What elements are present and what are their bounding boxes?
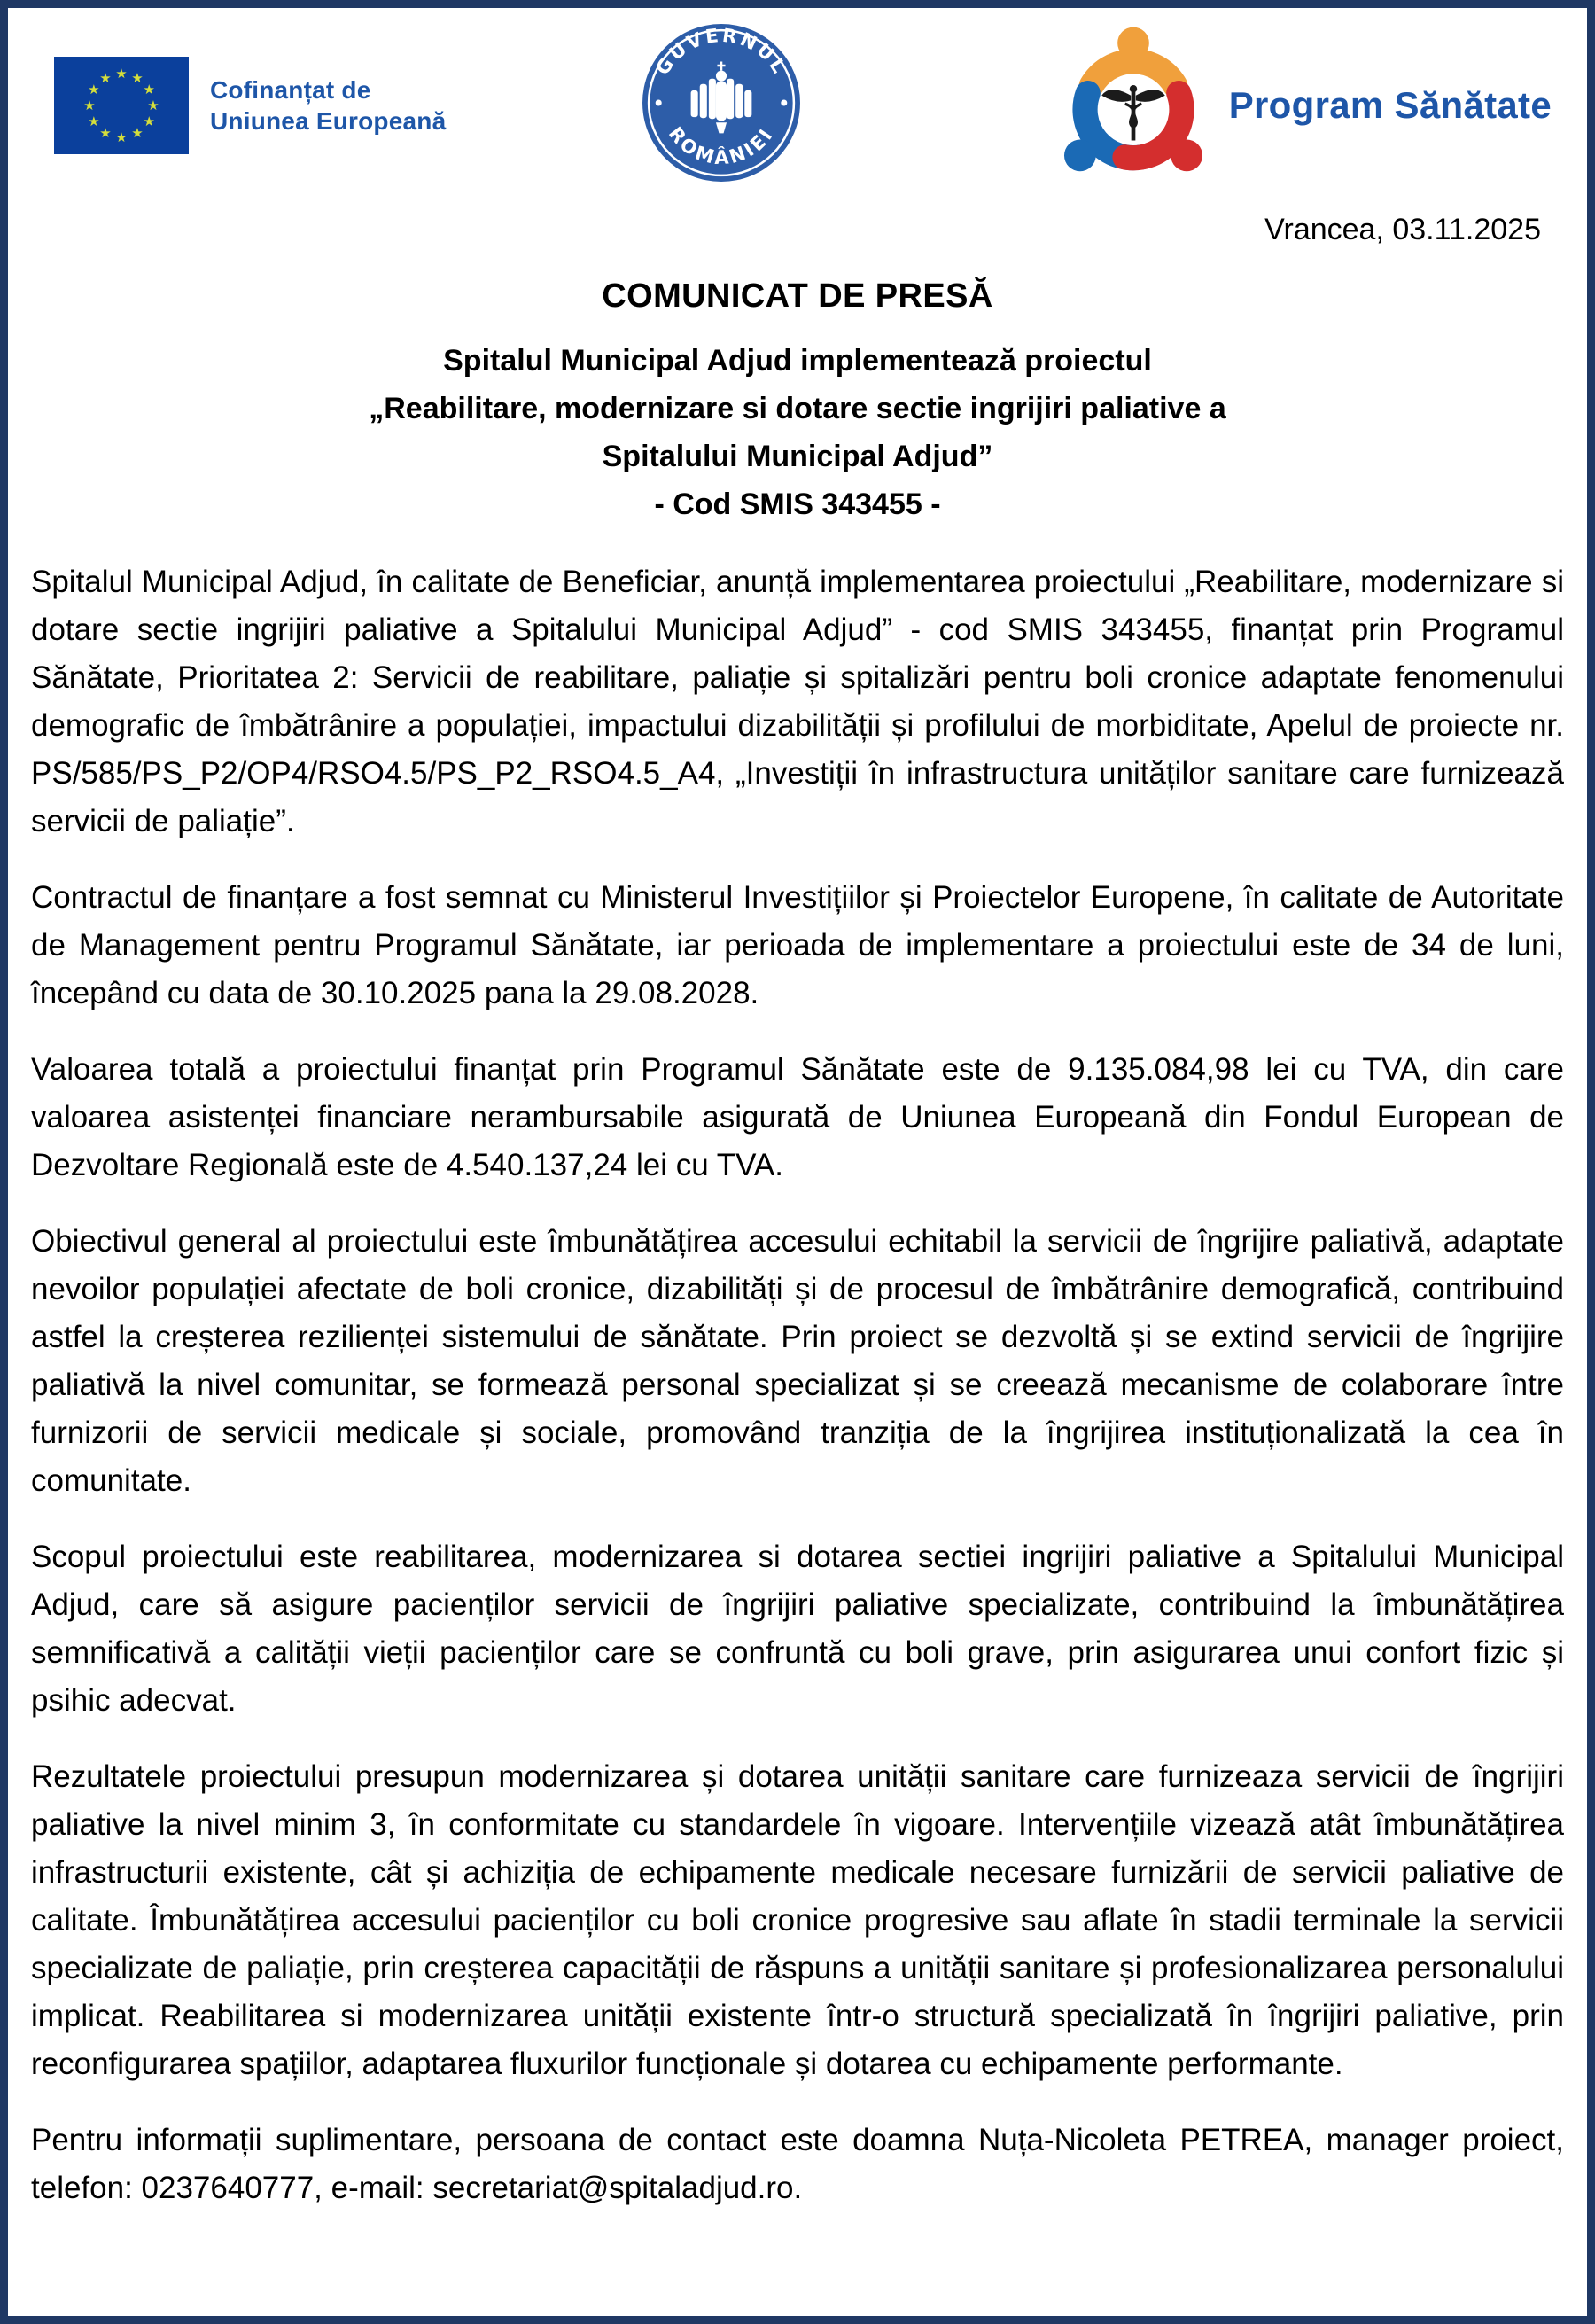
eu-logo-caption-line2: Uniunea Europeană	[210, 106, 447, 135]
seal-text-bottom: ROMÂNIEI	[664, 122, 779, 170]
eu-logo-caption-line1: Cofinanțat de	[210, 75, 371, 104]
caduceus-icon	[1101, 84, 1164, 140]
program-sanatate-label: Program Sănătate	[1228, 83, 1552, 126]
eu-cofunded-logo	[54, 57, 446, 154]
paragraph-project-results: Rezultatele proiectului presupun modernizarea și dotarea unității sanitare care furnizeaza servicii de îngrijiri paliative la nivel minim 3, în conformitate cu standardele în vigoare. Intervențiile vizează atât îmbunătățirea infrastructurii existente, cât și achiziția de echipamente medicale necesare furnizării de servicii paliative de calitate. Îmbunătățirea accesului pacienților cu boli cronice progresive sau aflate în stadii terminale la servicii specializate de paliație, prin creșterea capacității de răspuns a unității sanitare și profesionalizarea personalului implicat. Reabilitarea si modernizarea unității existente într-o structură specializată în îngrijiri paliative, prin reconfigurarea spațiilor, adaptarea fluxurilor funcționale și dotarea cu echipamente performante.	[31, 1759, 1564, 2081]
paragraph-project-announcement: Spitalul Municipal Adjud, în calitate de Beneficiar, anunță implementarea proiectului „Reabilitare, modernizare si dotare sectie ingrijiri paliative a Spitalului Municipal Adjud” - cod SMIS 343455, finanțat prin Programul Sănătate, Prioritatea 2: Servicii de reabilitare, paliație și spitalizări pentru boli cronice adaptate fenomenului demografic de îmbătrânire a populației, impactului dizabilității și profilului de morbiditate, Apelul de proiecte nr. PS/585/PS_P2/OP4/RSO4.5/PS_P2_RSO4.5_A4, „Investiții în infrastructura unităților sanitare care furnizează servicii de paliație”.	[31, 565, 1564, 838]
program-sanatate-icon	[1050, 22, 1217, 189]
seal-text-top: GUVERNUL	[651, 24, 791, 80]
subtitle-block	[8, 337, 1587, 528]
subtitle-line-1: Spitalul Municipal Adjud implementează proiectul	[443, 344, 1152, 378]
svg-text:★: ★	[131, 69, 144, 86]
paragraph-general-objective: Obiectivul general al proiectului este îmbunătățirea accesului echitabil la servicii de îngrijire paliativă, adaptate nevoilor populației afectate de boli cronice, dizabilități și de procesul de îmbătrânire demografică, contribuind astfel la creșterea rezilienței sistemului de sănătate. Prin proiect se dezvoltă și se extind servicii de îngrijire paliativă la nivel comunitar, se formează personal specializat și se creează mecanisme de colaborare între furnizorii de servicii medicale și sociale, promovând tranziția de la îngrijirea instituționalizată la cea în comunitate.	[31, 1224, 1564, 1498]
paragraph-contract-signing: Contractul de finanțare a fost semnat cu Ministerul Investițiilor și Proiectelor Europene, în calitate de Autoritate de Management pentru Programul Sănătate, iar perioada de implementare a proiectului este de 34 de luni, începând cu data de 30.10.2025 pana la 29.08.2028.	[31, 880, 1564, 1010]
paragraph-project-scope: Scopul proiectului este reabilitarea, modernizarea si dotarea sectiei ingrijiri paliative a Spitalului Municipal Adjud, care să asigure pacienților servicii de îngrijiri paliative specializate, contribuind la îmbunătățirea semnificativă a calității vieții pacienților care se confruntă cu boli grave, prin asigurarea unui confort fizic și psihic adecvat.	[31, 1540, 1564, 1718]
svg-text:★: ★	[99, 124, 112, 141]
program-sanatate-logo	[1050, 22, 1552, 189]
svg-text:★: ★	[88, 81, 100, 97]
svg-text:★: ★	[131, 124, 144, 141]
svg-text:★: ★	[143, 113, 155, 129]
subtitle-line-4: - Cod SMIS 343455 -	[654, 487, 941, 521]
subtitle-line-3: Spitalului Municipal Adjud”	[602, 440, 993, 473]
document-body	[8, 558, 1587, 2212]
paragraph-project-value: Valoarea totală a proiectului finanțat prin Programul Sănătate este de 9.135.084,98 lei cu TVA, din care valoarea asistenței financiare nerambursabile asigurată de Uniunea Europeană din Fondul European de Dezvoltare Regională este de 4.540.137,24 lei cu TVA.	[31, 1052, 1564, 1182]
romanian-government-seal	[641, 22, 802, 188]
eu-flag-icon	[54, 57, 189, 154]
government-seal-icon	[641, 22, 802, 183]
dateline: Vrancea, 03.11.2025	[1264, 213, 1541, 246]
svg-text:★: ★	[143, 81, 155, 97]
svg-text:★: ★	[99, 69, 112, 86]
svg-text:★: ★	[88, 113, 100, 129]
paragraph-contact-info: Pentru informații suplimentare, persoana de contact este doamna Nuța-Nicoleta PETREA, manager proiect, telefon: 0237640777, e-mail: secretariat@spitaladjud.ro.	[31, 2123, 1564, 2205]
svg-text:★: ★	[147, 97, 160, 113]
svg-text:★: ★	[115, 129, 128, 145]
eu-logo-caption	[210, 74, 446, 136]
subtitle-line-2: „Reabilitare, modernizare si dotare sectie ingrijiri paliative a	[369, 392, 1226, 425]
svg-text:★: ★	[83, 97, 96, 113]
logo-header	[8, 8, 1587, 190]
page-title: COMUNICAT DE PRESĂ	[602, 277, 993, 315]
svg-text:★: ★	[115, 65, 128, 82]
